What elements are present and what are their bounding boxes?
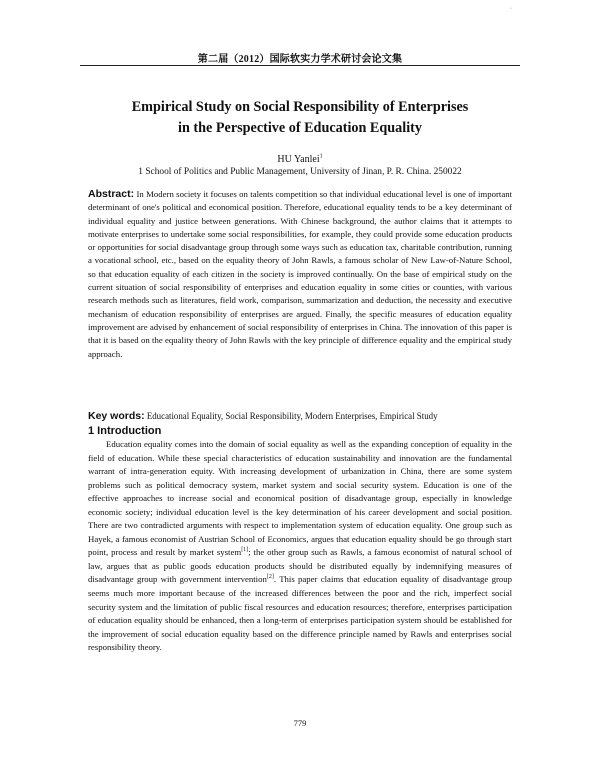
abstract-text: In Modern society it focuses on talents competition so that individual educational level is one of important determinant of one's political and economical position. Therefore, educational equality tends to be a key determinant of individual equality and justice between generations. With Chinese background, the author claims that it attempts to motivate enterprises to undertake some social responsibilities, for example, they could provide some education products or opportunities for social disadvantage group through some ways such as education tax, charitable contribution, running a vocational school, etc., based on the equality theory of John Rawls, a famous scholar of New Law-of-Nature School, so that education equality of each citizen in the society is improved continually. On the base of empirical study on the current situation of social responsibility of enterprises and education equality in some cities or counties, with various research methods such as literatures, field work, comparison, summarization and deduction, the necessity and executive mechanism of education responsibility of enterprises are argued. Finally, the specific measures of education equality improvement are advised by enhancement of social responsibility of enterprises in China. The innovation of this paper is that it is based on the equality theory of John Rawls with the key principle of difference equality and the empirical study approach. xyxy=(88,189,513,359)
author-name: HU Yanlei xyxy=(277,154,320,165)
citation-1: [1] xyxy=(241,547,249,554)
intro-text-part-3: . This paper claims that education equality of disadvantage group seems much more important because of the increased differences between the poor and the rich, imperfect social security system and the limitation of public fiscal resources and education resources; therefore, enterprises participation of education equality should be enhanced, then a long-term of enterprises participation system should be established for the improvement of social education equality based on the difference principle named by Rawls and enterprises social responsibility theory. xyxy=(88,574,512,653)
author-line xyxy=(80,153,520,166)
keywords xyxy=(88,410,512,423)
keywords-label: Key words: xyxy=(88,410,145,422)
page-number: 779 xyxy=(293,718,307,728)
title-line-2: in the Perspective of Education Equality xyxy=(178,120,422,136)
author-affiliation-mark: 1 xyxy=(319,153,323,160)
header-rule xyxy=(80,65,520,66)
intro-text-part-1: Education equality comes into the domain of social equality as well as the expanding conception of equality in the field of education. While these special characteristics of education sustainability and innovation are the fundamental warrant of intra-generation equity. With increasing development of urbanization in China, there are some system problems such as political democracy system, market system and social security system. Education is one of the effective approaches to increase social and economical position of disadvantage group, especially in knowledge economic society; individual education level is the key determination of his career development and social position. There are two contradicted arguments with respect to implementation system of education equality. One group such as Hayek, a famous economist of Austrian School of Economics, argues that education equality should be go through start point, process and result by market system xyxy=(88,439,512,558)
keywords-text: Educational Equality, Social Responsibility, Modern Enterprises, Empirical Study xyxy=(146,411,438,421)
title-line-1: Empirical Study on Social Responsibility of Enterprises xyxy=(131,99,469,115)
abstract-label: Abstract: xyxy=(88,188,135,200)
introduction-paragraph xyxy=(88,438,512,655)
running-header: 第二届（2012）国际软实力学术研讨会论文集 xyxy=(197,54,403,65)
intro-text-part-2: ; the other group such as Rawls, a famous economist of natural school of law, argues that as public goods education products should be distributed equally by indemnifying measures of disadvantage group with government intervention xyxy=(88,547,512,585)
scan-speck: · xyxy=(510,6,512,12)
section-heading-introduction: 1 Introduction xyxy=(88,425,162,437)
abstract xyxy=(88,188,512,361)
citation-2: [2] xyxy=(266,574,274,581)
affiliation: 1 School of Politics and Public Management, University of Jinan, P. R. China. 250022 xyxy=(138,167,462,177)
paper-title xyxy=(80,97,520,139)
